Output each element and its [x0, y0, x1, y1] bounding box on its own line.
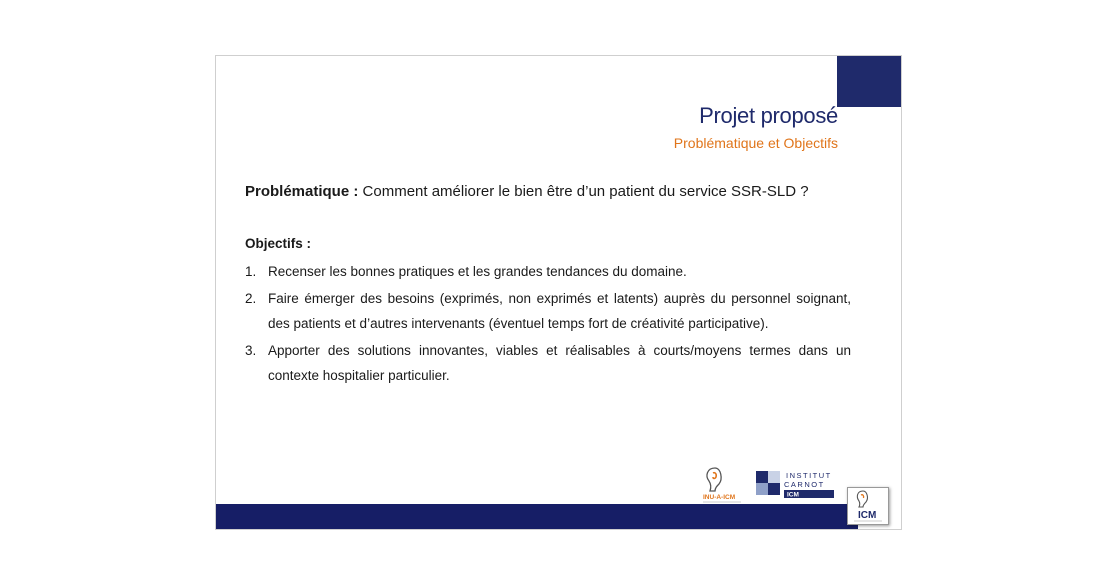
carnot-line3: ICM	[787, 491, 799, 499]
objective-item	[245, 259, 851, 284]
problem-label: Problématique :	[245, 183, 359, 200]
icm-logo	[847, 487, 889, 525]
problem-text: Comment améliorer le bien être d’un patient du service SSR-SLD ?	[358, 183, 809, 200]
corner-block	[837, 56, 901, 107]
objective-text: Recenser les bonnes pratiques et les grandes tendances du domaine.	[268, 264, 687, 279]
objectives-list	[245, 259, 851, 390]
inu-icm-text: INU-A-ICM	[703, 494, 736, 501]
objective-number: 1.	[245, 264, 257, 279]
institut-carnot-logo	[756, 469, 836, 501]
problem-statement	[245, 183, 809, 200]
icm-logo-text: ICM	[858, 510, 877, 521]
objective-text: Faire émerger des besoins (exprimés, non exprimés et latents) auprès du personnel soignant, des patients et d’autres intervenants (éventuel temps fort de créativité participative).	[268, 291, 851, 331]
slide-subtitle: Problématique et Objectifs	[673, 135, 838, 151]
carnot-line1: INSTITUT	[786, 471, 832, 480]
slide-title: Projet proposé	[699, 103, 838, 128]
objective-number: 2.	[245, 291, 257, 306]
objective-item	[245, 286, 851, 336]
objective-item	[245, 338, 851, 388]
objective-number: 3.	[245, 343, 257, 358]
objectives-heading: Objectifs :	[245, 236, 312, 251]
slide	[215, 55, 902, 530]
inu-icm-logo	[701, 464, 747, 504]
bottom-bar	[216, 504, 858, 529]
objective-text: Apporter des solutions innovantes, viables et réalisables à courts/moyens termes dans un contexte hospitalier particulier.	[268, 343, 851, 383]
carnot-line2: CARNOT	[784, 480, 825, 489]
